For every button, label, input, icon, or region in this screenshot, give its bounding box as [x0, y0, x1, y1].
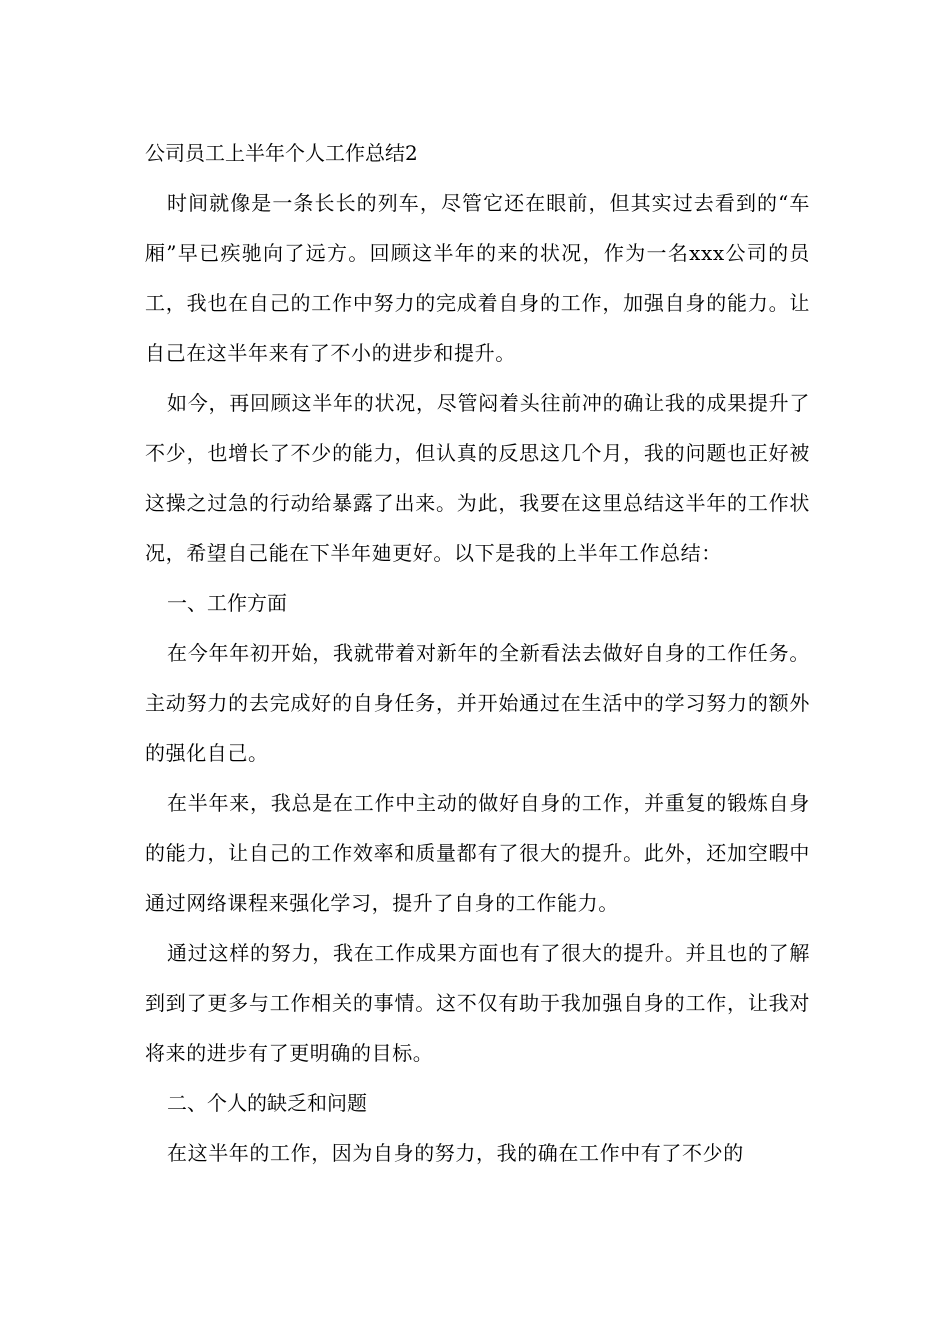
- document-title: 公司员工上半年个人工作总结2: [145, 141, 418, 165]
- document-page: [145, 128, 810, 1178]
- section-heading-work: 一、工作方面: [167, 591, 287, 615]
- paragraph-work-effort: 在半年来，我总是在工作中主动的做好自身的工作，并重复的锻炼自身的能力，让自己的工作效率和质量都有了很大的提升。此外，还加空暇中通过网络课程来强化学习，提升了自身的工作能力。: [145, 791, 810, 915]
- paragraph-work-results: 通过这样的努力，我在工作成果方面也有了很大的提升。并且也的了解到到了更多与工作相关的事情。这不仅有助于我加强自身的工作，让我对将来的进步有了更明确的目标。: [145, 941, 810, 1065]
- paragraph-work-start: 在今年年初开始，我就带着对新年的全新看法去做好自身的工作任务。主动努力的去完成好的自身任务，并开始通过在生活中的学习努力的额外的强化自己。: [145, 641, 810, 765]
- paragraph-reflection: 如今，再回顾这半年的状况，尽管闷着头往前冲的确让我的成果提升了不少，也增长了不少的能力，但认真的反思这几个月，我的问题也正好被这操之过急的行动给暴露了出来。为此，我要在这里总结这半年的工作状况，希望自己能在下半年廸更好。以下是我的上半年工作总结：: [145, 391, 810, 565]
- paragraph-problems-start: 在这半年的工作，因为自身的努力，我的确在工作中有了不少的: [167, 1141, 744, 1165]
- section-heading-problems: 二、个人的缺乏和问题: [167, 1091, 367, 1115]
- paragraph-intro: 时间就像是一条长长的列车，尽管它还在眼前，但其实过去看到的“车厢”早已疾驰向了远方。回顾这半年的来的状况，作为一名xxx公司的员工，我也在自己的工作中努力的完成着自身的工作，加强自身的能力。让自己在这半年来有了不小的进步和提升。: [145, 191, 810, 365]
